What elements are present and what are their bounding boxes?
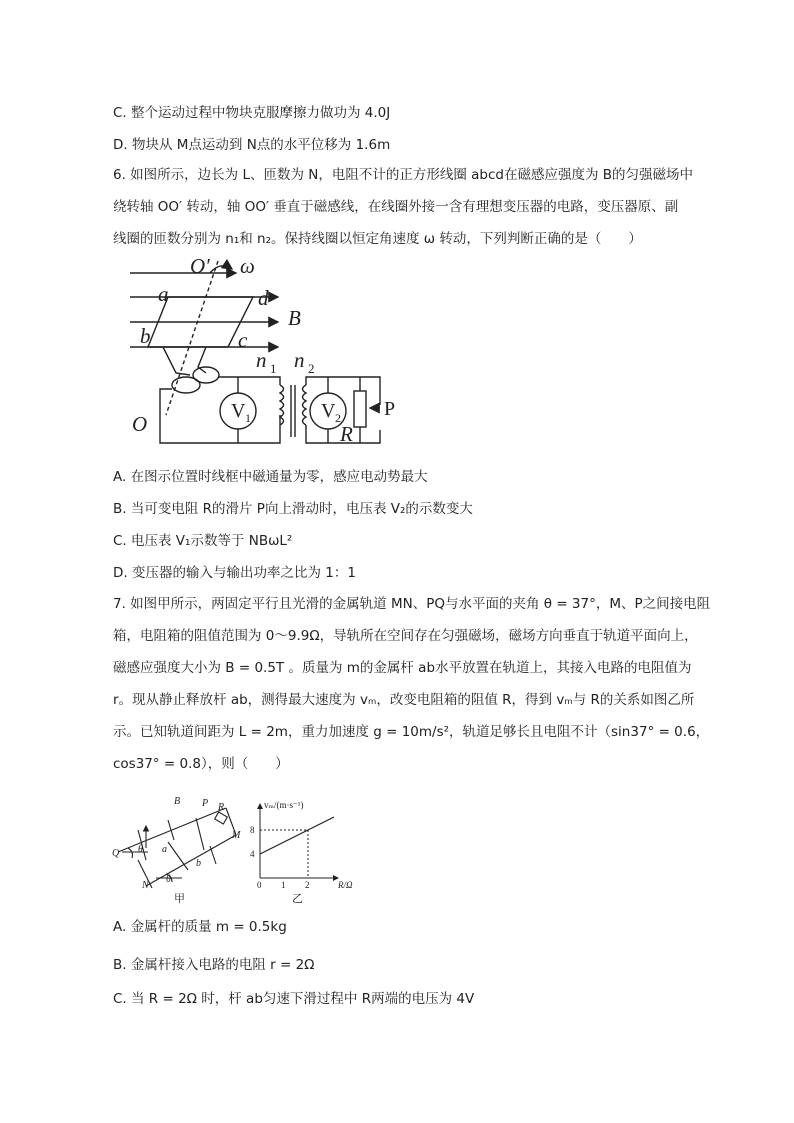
caption-jia: 甲 bbox=[174, 892, 185, 905]
svg-text:P: P bbox=[202, 798, 209, 809]
svg-text:N: N bbox=[142, 880, 149, 891]
svg-text:b: b bbox=[196, 858, 201, 869]
label-c: c bbox=[238, 328, 248, 352]
label-n2: n bbox=[294, 348, 305, 372]
label-o: O bbox=[132, 412, 148, 436]
x-tick-label: 0 bbox=[257, 880, 262, 890]
svg-text:1: 1 bbox=[245, 411, 251, 425]
svg-text:θ: θ bbox=[138, 844, 143, 855]
question-7-line-1: 7. 如图甲所示，两固定平行且光滑的金属轨道 MN、PQ与水平面的夹角 θ = 37°，M、P之间接电阻 bbox=[113, 596, 711, 612]
option-7a: A. 金属杆的质量 m = 0.5kg bbox=[113, 919, 287, 935]
svg-text:M: M bbox=[232, 830, 241, 841]
question-7-line-3: 磁感应强度大小为 B = 0.5T 。质量为 m的金属杆 ab水平放置在轨道上，其接入电路的电阻值为 bbox=[113, 660, 692, 676]
svg-text:R: R bbox=[218, 802, 225, 813]
y-tick-label: 8 bbox=[250, 825, 255, 835]
question-6-line-1: 6. 如图所示，边长为 L、匝数为 N，电阻不计的正方形线圈 abcd在磁感应强度为 B的匀强磁场中 bbox=[113, 167, 694, 183]
question-6-line-3: 线圈的匝数分别为 n₁和 n₂。保持线圈以恒定角速度 ω 转动，下列判断正确的是（ ） bbox=[113, 231, 642, 247]
question-7-line-4: r。现从静止释放杆 ab，测得最大速度为 vₘ，改变电阻箱的阻值 R，得到 vₘ与 R的关系如图乙所 bbox=[113, 692, 695, 708]
x-tick-label: 2 bbox=[305, 880, 310, 890]
coil-transformer-figure bbox=[128, 255, 398, 450]
vm-r-chart bbox=[248, 796, 368, 906]
question-6-line-2: 绕转轴 OO′ 转动，轴 OO′ 垂直于磁感线，在线圈外接一含有理想变压器的电路，变压器原、副 bbox=[113, 199, 679, 215]
label-R: R bbox=[340, 422, 353, 446]
series-line bbox=[260, 817, 334, 854]
label-P: P bbox=[384, 398, 396, 420]
label-B: B bbox=[288, 306, 301, 330]
question-7-line-2: 箱，电阻箱的阻值范围为 0～9.9Ω，导轨所在空间存在匀强磁场，磁场方向垂直于轨道平面向上， bbox=[113, 628, 698, 644]
option-6b: B. 当可变电阻 R的滑片 P向上滑动时，电压表 V₂的示数变大 bbox=[113, 501, 473, 517]
option-6a: A. 在图示位置时线框中磁通量为零，感应电动势最大 bbox=[113, 469, 428, 485]
y-tick-label: 4 bbox=[250, 849, 255, 859]
label-n1: n bbox=[256, 348, 267, 372]
option-7b: B. 金属杆接入电路的电阻 r = 2Ω bbox=[113, 957, 315, 973]
option-6d: D. 变压器的输入与输出功率之比为 1：1 bbox=[113, 565, 356, 581]
option-5d: D. 物块从 M点运动到 N点的水平位移为 1.6m bbox=[113, 137, 391, 153]
svg-text:2: 2 bbox=[308, 361, 315, 376]
label-omega: ω bbox=[240, 255, 255, 278]
rails-figure bbox=[108, 790, 253, 905]
svg-text:B: B bbox=[174, 796, 181, 807]
rod-ab bbox=[168, 842, 188, 870]
caption-yi: 乙 bbox=[292, 893, 303, 905]
question-7-line-5: 示。已知轨道间距为 L = 2m，重力加速度 g = 10m/s²，轨道足够长且电阻不计（sin37° = 0.6， bbox=[113, 724, 710, 740]
option-5c: C. 整个运动过程中物块克服摩擦力做功为 4.0J bbox=[113, 105, 391, 121]
option-6c: C. 电压表 V₁示数等于 NBωL² bbox=[113, 533, 293, 549]
svg-text:Q: Q bbox=[112, 848, 120, 859]
y-label: vₘ/(m·s⁻¹) bbox=[264, 800, 304, 810]
label-b: b bbox=[140, 324, 151, 348]
question-7-line-6: cos37° = 0.8），则（ ） bbox=[113, 756, 289, 772]
x-tick-label: 1 bbox=[281, 880, 286, 890]
svg-text:2: 2 bbox=[335, 411, 341, 425]
svg-text:θ: θ bbox=[166, 874, 171, 885]
svg-text:V: V bbox=[231, 400, 246, 422]
svg-text:V: V bbox=[321, 400, 336, 422]
svg-text:1: 1 bbox=[270, 361, 277, 376]
option-7c: C. 当 R = 2Ω 时，杆 ab匀速下滑过程中 R两端的电压为 4V bbox=[113, 991, 475, 1007]
label-a: a bbox=[158, 282, 169, 306]
label-d: d bbox=[258, 286, 269, 310]
label-o-prime: O′ bbox=[190, 255, 210, 278]
x-label: R/Ω bbox=[338, 880, 353, 890]
variable-resistor bbox=[354, 391, 366, 427]
svg-text:a: a bbox=[162, 844, 167, 855]
